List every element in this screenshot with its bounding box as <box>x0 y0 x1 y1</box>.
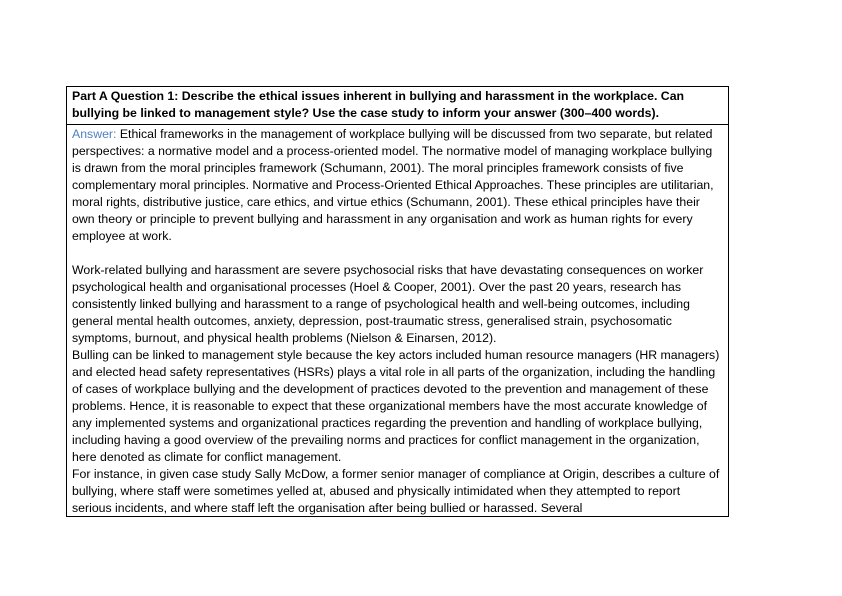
answer-paragraph-4: For instance, in given case study Sally McDow, a former senior manager of compliance at Origin, describes a culture of bullying, where staff were sometimes yelled at, abused and physically intimidated when they attempted to report serious incidents, and where staff left the organisation after being bullied or harassed. Several <box>72 467 720 515</box>
answer-paragraph-1-text: Ethical frameworks in the management of workplace bullying will be discussed from two separate, but related perspectives: a normative model and a process-oriented model. The normative model of managing workplace bullying is drawn from the moral principles framework (Schumann, 2001). The moral principles framework consists of five complementary moral principles. Normative and Process-Oriented Ethical Approaches. These principles are utilitarian, moral rights, distributive justice, care ethics, and virtue ethics (Schumann, 2001). These ethical principles have their own theory or principle to prevent bullying and harassment in any organisation and work as human rights for every employee at work. <box>72 127 714 243</box>
answer-paragraph-3: Bulling can be linked to management style because the key actors included human resource managers (HR managers) and elected head safety representatives (HSRs) plays a vital role in all parts of the organization, including the handling of cases of workplace bullying and the development of practices devoted to the prevention and management of these problems. Hence, it is reasonable to expect that these organizational members have the most accurate knowledge of any implemented systems and organizational practices regarding the prevention and handling of workplace bullying, including having a good overview of the prevailing norms and practices for conflict management in the organization, here denoted as climate for conflict management. <box>72 348 720 464</box>
answer-label: Answer: <box>72 127 117 141</box>
question-table <box>66 86 729 517</box>
question-heading: Part A Question 1: Describe the ethical issues inherent in bullying and harassment in the workplace. Can bullying be linked to management style? Use the case study to inform your answer (300–400 words). <box>67 87 728 125</box>
answer-paragraph-1 <box>72 126 723 245</box>
answer-paragraph-2: Work-related bullying and harassment are severe psychosocial risks that have devastating consequences on worker psychological health and organisational processes (Hoel & Cooper, 2001). Over the past 20 years, research has consistently linked bullying and harassment to a range of psychological health and well-being outcomes, including general mental health outcomes, anxiety, depression, post-traumatic stress, generalised strain, psychosomatic symptoms, burnout, and physical health problems (Nielson & Einarsen, 2012). <box>72 263 704 345</box>
answer-body <box>67 125 728 516</box>
